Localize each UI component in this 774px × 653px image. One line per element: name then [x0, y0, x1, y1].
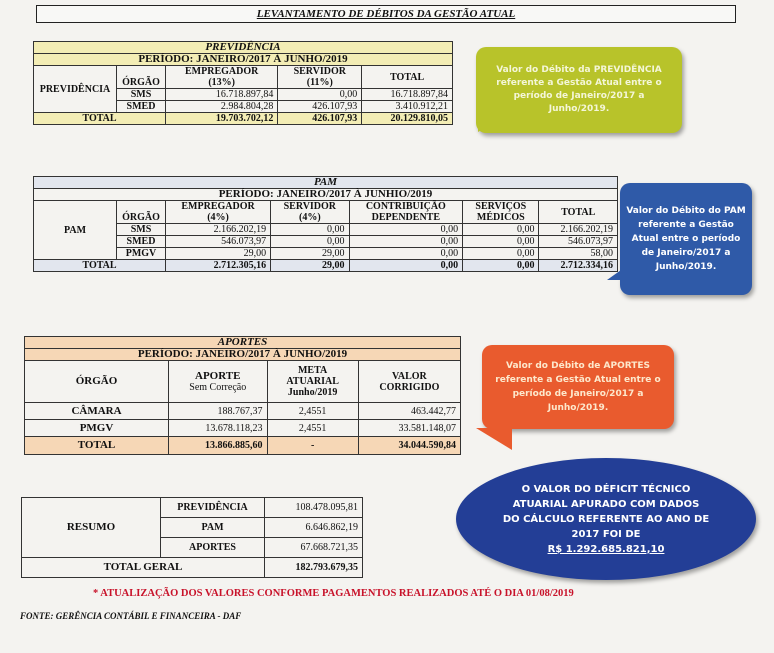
- aportes-aporte-header: APORTE Sem Correção: [169, 361, 268, 403]
- table-row: SMS 2.166.202,19 0,00 0,00 0,00 2.166.202,19: [34, 224, 618, 236]
- table-row: SMS 16.718.897,84 0,00 16.718.897,84: [34, 89, 453, 101]
- aportes-meta-header: META ATUARIAL Junho/2019: [267, 361, 358, 403]
- table-row: SMED 2.984.804,28 426.107,93 3.410.912,21: [34, 101, 453, 113]
- previdencia-total-row: TOTAL 19.703.702,12 426.107,93 20.129.810,05: [34, 113, 453, 125]
- previdencia-orgao-header: ÓRGÃO: [117, 66, 166, 89]
- source-note: FONTE: GERÊNCIA CONTÁBIL E FINANCEIRA - DAF: [20, 611, 242, 621]
- pam-total-row: TOTAL 2.712.305,16 29,00 0,00 0,00 2.712.334,16: [34, 260, 618, 272]
- pam-table: [33, 176, 618, 272]
- pam-note-bubble: Valor do Débito do PAM referente a Gestão Atual entre o período de Janeiro/2017 a Junho/2019.: [620, 183, 752, 295]
- pam-servicos-header: SERVIÇOS MÉDICOS: [463, 201, 539, 224]
- pam-period: PERÍODO: JANEIRO/2017 À JUNHIO/2019: [34, 189, 618, 201]
- table-row: PMGV 29,00 29,00 0,00 0,00 58,00: [34, 248, 618, 260]
- resumo-total-row: TOTAL GERAL 182.793.679,35: [22, 558, 363, 578]
- previdencia-title: PREVIDÊNCIA: [34, 42, 453, 54]
- table-row: PMGV 13.678.118,23 2,4551 33.581.148,07: [25, 420, 461, 437]
- aportes-total-row: TOTAL 13.866.885,60 - 34.044.590,84: [25, 437, 461, 455]
- aportes-period: PERÍODO: JANEIRO/2017 À JUNHO/2019: [25, 349, 461, 361]
- previdencia-empregador-header: EMPREGADOR (13%): [166, 66, 278, 89]
- previdencia-total-header: TOTAL: [362, 66, 453, 89]
- deficit-note-bubble: O VALOR DO DÉFICIT TÉCNICO ATUARIAL APURADO COM DADOS DO CÁLCULO REFERENTE AO ANO DE 2017 FOI DE R$ 1.292.685.821,10: [456, 458, 756, 580]
- aportes-title: APORTES: [25, 337, 461, 349]
- table-row: APORTES 67.668.721,35: [22, 538, 363, 558]
- pam-servidor-header: SERVIDOR (4%): [271, 201, 349, 224]
- resumo-table: [21, 497, 363, 578]
- pam-row-label: PAM: [34, 201, 117, 260]
- page-title-box: [36, 5, 736, 23]
- deficit-value: R$ 1.292.685.821,10: [547, 543, 665, 555]
- previdencia-servidor-header: SERVIDOR (11%): [278, 66, 362, 89]
- aportes-valor-header: VALOR CORRIGIDO: [358, 361, 460, 403]
- pam-empregador-header: EMPREGADOR (4%): [166, 201, 271, 224]
- previdencia-period: PERÍODO: JANEIRO/2017 À JUNHO/2019: [34, 54, 453, 66]
- table-row: CÂMARA 188.767,37 2,4551 463.442,77: [25, 403, 461, 420]
- pam-total-header: TOTAL: [539, 201, 618, 224]
- aportes-orgao-header: ÓRGÃO: [25, 361, 169, 403]
- resumo-label: RESUMO: [22, 498, 161, 558]
- pam-contrib-header: CONTRIBUIÇÃO DEPENDENTE: [349, 201, 463, 224]
- table-row: RESUMO PREVIDÊNCIA 108.478.095,81: [22, 498, 363, 518]
- aportes-note-bubble: Valor do Débito de APORTES referente a Gestão Atual entre o período de Janeiro/2017 a Junho/2019.: [482, 345, 674, 429]
- pam-bubble-tail: [607, 270, 621, 280]
- footnote: * ATUALIZAÇÃO DOS VALORES CONFORME PAGAMENTOS REALIZADOS ATÉ O DIA 01/08/2019: [93, 588, 574, 599]
- table-row: SMED 546.073,97 0,00 0,00 0,00 546.073,97: [34, 236, 618, 248]
- page-title: LEVANTAMENTO DE DÉBITOS DA GESTÃO ATUAL: [256, 8, 516, 20]
- table-row: PAM 6.646.862,19: [22, 518, 363, 538]
- pam-orgao-header: ÓRGÃO: [117, 201, 166, 224]
- previdencia-note-bubble: Valor do Débito da PREVIDÊNCIA referente a Gestão Atual entre o período de Janeiro/2017 a Junho/2019.: [476, 47, 682, 133]
- aportes-table: [24, 336, 461, 455]
- previdencia-bubble-tail: [478, 118, 500, 132]
- previdencia-table: [33, 41, 453, 125]
- previdencia-row-label: PREVIDÊNCIA: [34, 66, 117, 113]
- aportes-bubble-tail: [476, 428, 512, 450]
- pam-title: PAM: [34, 177, 618, 189]
